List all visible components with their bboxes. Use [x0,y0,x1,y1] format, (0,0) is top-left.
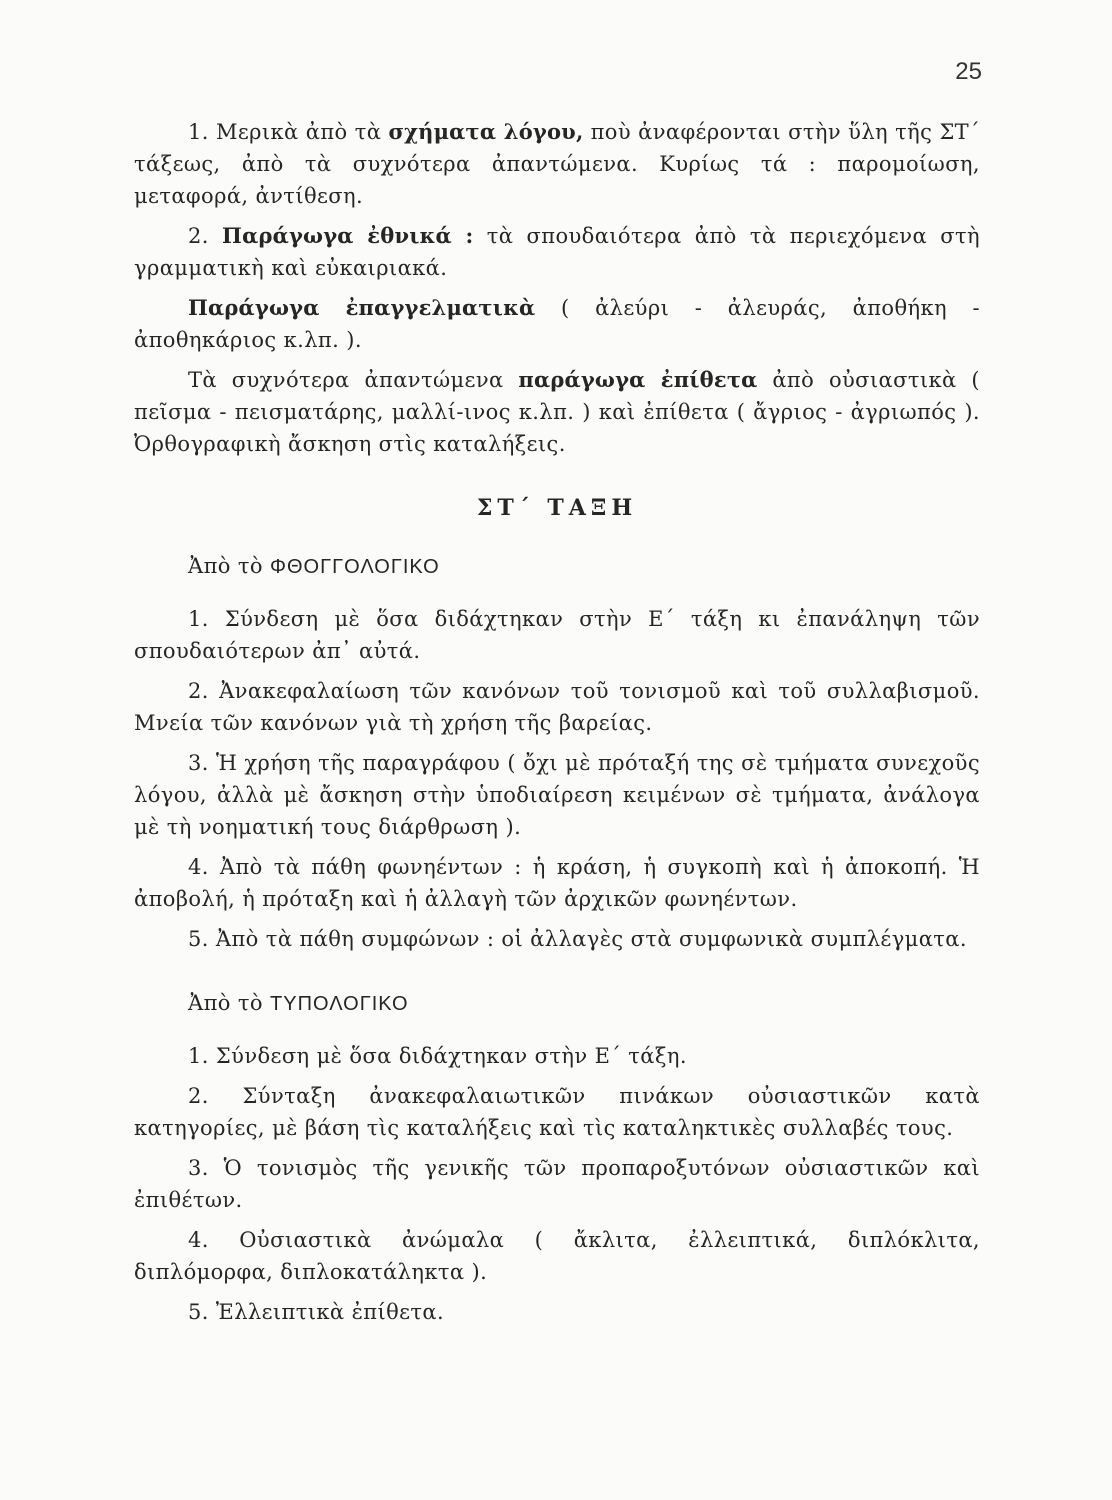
paragraph-text: τὰ σπουδαιότερα ἀπὸ τὰ περιεχόμενα στὴ γραμματικὴ καὶ εὐκαιριακά. [134,224,980,280]
paragraph-bold-term: Παράγωγα ἐπαγγελματικὰ [188,295,536,320]
paragraph-lead: 2. [188,224,223,248]
heading-caps: ΤΥΠΟΛΟΓΙΚΟ [270,993,409,1015]
page-number: 25 [955,58,982,85]
section-title: ΣΤ΄ ΤΑΞΗ [476,495,638,521]
paragraph-bold-term: παράγωγα ἐπίθετα [518,367,758,392]
paragraph-bold-term: σχήματα λόγου, [388,119,584,144]
paragraph-lead: 1. Μερικὰ ἀπὸ τὰ [188,120,389,144]
morphology-item-3: 3. Ὁ τονισμὸς τῆς γενικῆς τῶν προπαροξυτόνων οὐσιαστικῶν καὶ ἐπιθέτων. [134,1156,980,1212]
paragraph-text: ποὺ ἀναφέρονται στὴν ὕλη τῆς ΣΤ΄ τάξεως, ἀπὸ τὰ συχνότερα ἀπαντώμενα. Κυρίως τά : παρομοίωση, μεταφορά, ἀντίθεση. [134,120,980,208]
phonology-item-5: 5. Ἀπὸ τὰ πάθη συμφώνων : οἱ ἀλλαγὲς στὰ συμφωνικὰ συμπλέγματα. [188,927,967,951]
paragraph-bold-term: Παράγωγα ἐθνικά : [222,223,474,248]
heading-caps: ΦΘΟΓΓΟΛΟΓΙΚΟ [270,556,440,578]
heading-prefix: Ἀπὸ τὸ [188,991,271,1015]
morphology-item-5: 5. Ἐλλειπτικὰ ἐπίθετα. [188,1300,445,1324]
paragraph-figures-of-speech [134,116,980,212]
phonology-item-3: 3. Ἡ χρήση τῆς παραγράφου ( ὄχι μὲ πρόταξή της σὲ τμήματα συνεχοῦς λόγου, ἀλλὰ μὲ ἄσκηση στὴν ὑποδιαίρεση κειμένων σὲ τμήματα, ἀνάλογα μὲ τὴ νοηματική τους διάρθρωση ). [134,751,980,839]
phonology-item-4: 4. Ἀπὸ τὰ πάθη φωνηέντων : ἡ κράση, ἡ συγκοπὴ καὶ ἡ ἀποκοπή. Ἡ ἀποβολή, ἡ πρόταξη καὶ ἡ ἀλλαγὴ τῶν ἀρχικῶν φωνηέντων. [134,855,980,911]
phonology-item-2: 2. Ἀνακεφαλαίωση τῶν κανόνων τοῦ τονισμοῦ καὶ τοῦ συλλαβισμοῦ. Μνεία τῶν κανόνων γιὰ τὴ χρήση τῆς βαρείας. [134,679,980,735]
paragraph-text: ἀπὸ οὐσιαστικὰ ( πεῖσμα - πεισματάρης, μαλλί-ινος κ.λπ. ) καὶ ἐπίθετα ( ἄγριος - ἀγριωπός ). Ὀρθογραφικὴ ἄσκηση στὶς καταλήξεις. [134,368,980,456]
paragraph-derived-adjectives [134,364,980,460]
morphology-heading [188,987,980,1020]
page-content [134,116,980,1336]
heading-prefix: Ἀπὸ τὸ [188,554,271,578]
paragraph-lead: Τὰ συχνότερα ἀπαντώμενα [188,368,519,392]
paragraph-text: ( ἀλεύρι - ἀλευράς, ἀποθήκη - ἀποθηκάριος κ.λπ. ). [134,296,981,352]
phonology-heading [188,550,980,583]
morphology-item-2: 2. Σύνταξη ἀνακεφαλαιωτικῶν πινάκων οὐσιαστικῶν κατὰ κατηγορίες, μὲ βάση τὶς καταλήξεις καὶ τὶς καταληκτικὲς συλλαβές τους. [134,1084,980,1140]
morphology-item-1: 1. Σύνδεση μὲ ὅσα διδάχτηκαν στὴν Ε΄ τάξη. [188,1044,687,1068]
section-gap [134,963,980,983]
morphology-item-4: 4. Οὐσιαστικὰ ἀνώμαλα ( ἄκλιτα, ἐλλειπτικά, διπλόκλιτα, διπλόμορφα, διπλοκατάληκτα ). [134,1228,980,1284]
phonology-item-1: 1. Σύνδεση μὲ ὅσα διδάχτηκαν στὴν Ε΄ τάξη κι ἐπανάληψη τῶν σπουδαιότερων ἀπ᾿ αὐτά. [134,607,980,663]
paragraph-ethnic-derivatives [134,220,980,284]
paragraph-professional-derivatives [134,292,980,356]
